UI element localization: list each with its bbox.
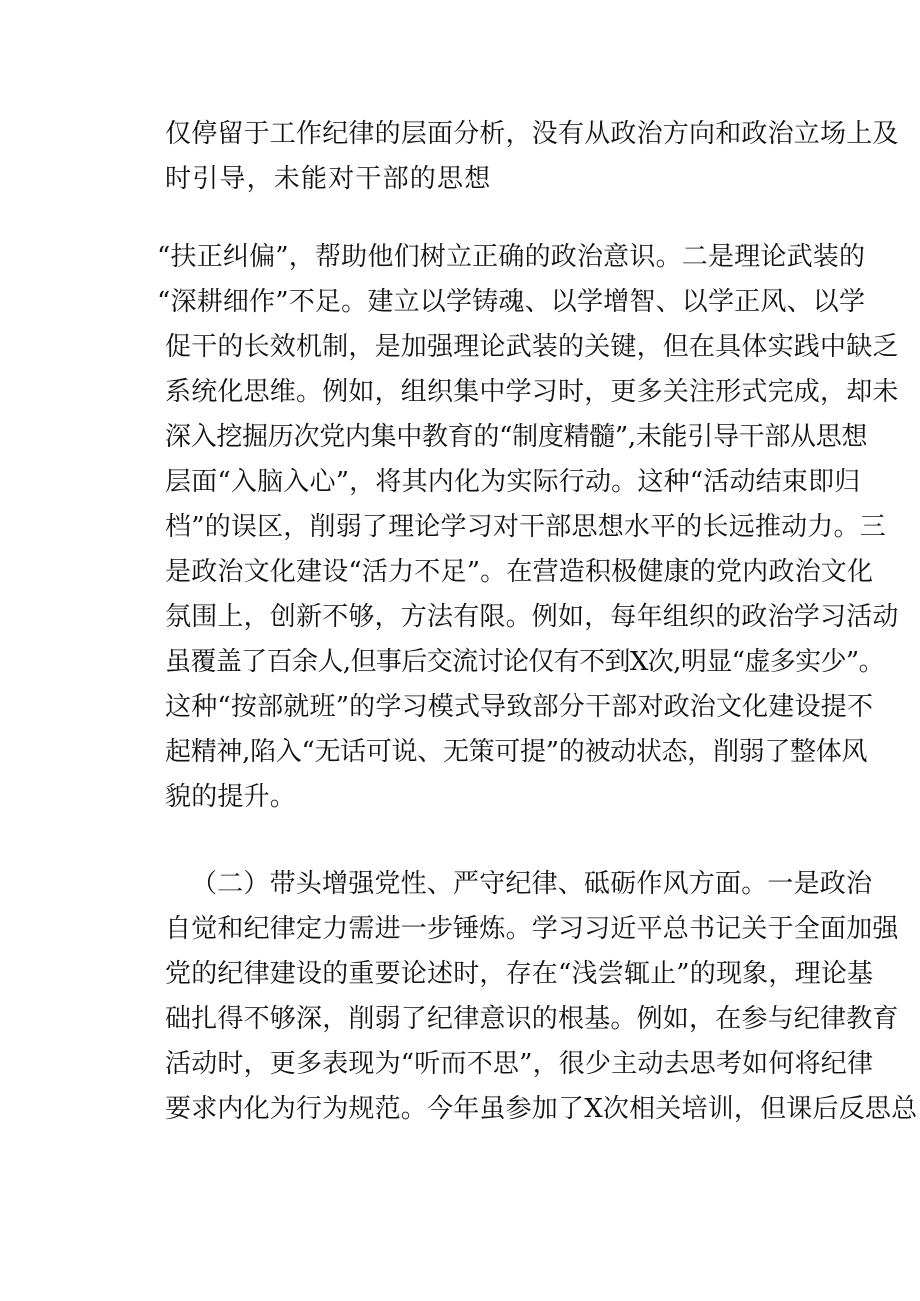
- text-line: 这种“按部就班”的学习模式导致部分干部对政治文化建设提不: [165, 692, 874, 722]
- text-line: 虽覆盖了百余人,但事后交流讨论仅有不到X次,明显“虚多实少”。: [165, 647, 885, 677]
- section-heading-line: （二）带头增强党性、严守纪律、砥砺作风方面。一是政治: [191, 869, 873, 899]
- text-line: 是政治文化建设“活力不足”。在营造积极健康的党内政治文化: [165, 557, 874, 587]
- text-line: 促干的长效机制，是加强理论武装的关键，但在具体实践中缺乏: [165, 332, 899, 362]
- text-line: 础扎得不够深，削弱了纪律意识的根基。例如，在参与纪律教育: [165, 1004, 899, 1034]
- text-line: 档”的误区，削弱了理论学习对干部思想水平的长远推动力。三: [165, 512, 886, 542]
- text-line: 起精神,陷入“无话可说、无策可提”的被动状态，削弱了整体风: [165, 737, 868, 767]
- text-line: 仅停留于工作纪律的层面分析，没有从政治方向和政治立场上及: [165, 119, 899, 149]
- paragraph-continuation: [165, 112, 899, 202]
- text-line: 系统化思维。例如，组织集中学习时，更多关注形式完成，却未: [165, 377, 899, 407]
- text-line: 要求内化为行为规范。今年虽参加了X次相关培训，但课后反思总: [165, 1094, 918, 1124]
- text-line: 党的纪律建设的重要论述时，存在“浅尝辄止”的现象，理论基: [165, 959, 874, 989]
- text-line: 氛围上，创新不够，方法有限。例如，每年组织的政治学习活动: [165, 602, 899, 632]
- text-line: 深入挖掘历次党内集中教育的“制度精髓”,未能引导干部从思想: [165, 422, 868, 452]
- text-line: 层面“入脑入心”，将其内化为实际行动。这种“活动结束即归: [165, 467, 861, 497]
- text-line: 时引导，未能对干部的思想: [165, 164, 492, 194]
- paragraph-party-spirit-discipline: [165, 862, 918, 1132]
- text-line: 活动时，更多表现为“听而不思”，很少主动去思考如何将纪律: [165, 1049, 874, 1079]
- text-line: 自觉和纪律定力需进一步锤炼。学习习近平总书记关于全面加强: [165, 914, 899, 944]
- text-line: “扶正纠偏”，帮助他们树立正确的政治意识。二是理论武装的: [157, 242, 866, 272]
- text-line: “深耕细作”不足。建立以学铸魂、以学增智、以学正风、以学: [157, 287, 866, 317]
- paragraph-theory-and-culture: [157, 235, 899, 820]
- text-line: 貌的提升。: [165, 782, 297, 812]
